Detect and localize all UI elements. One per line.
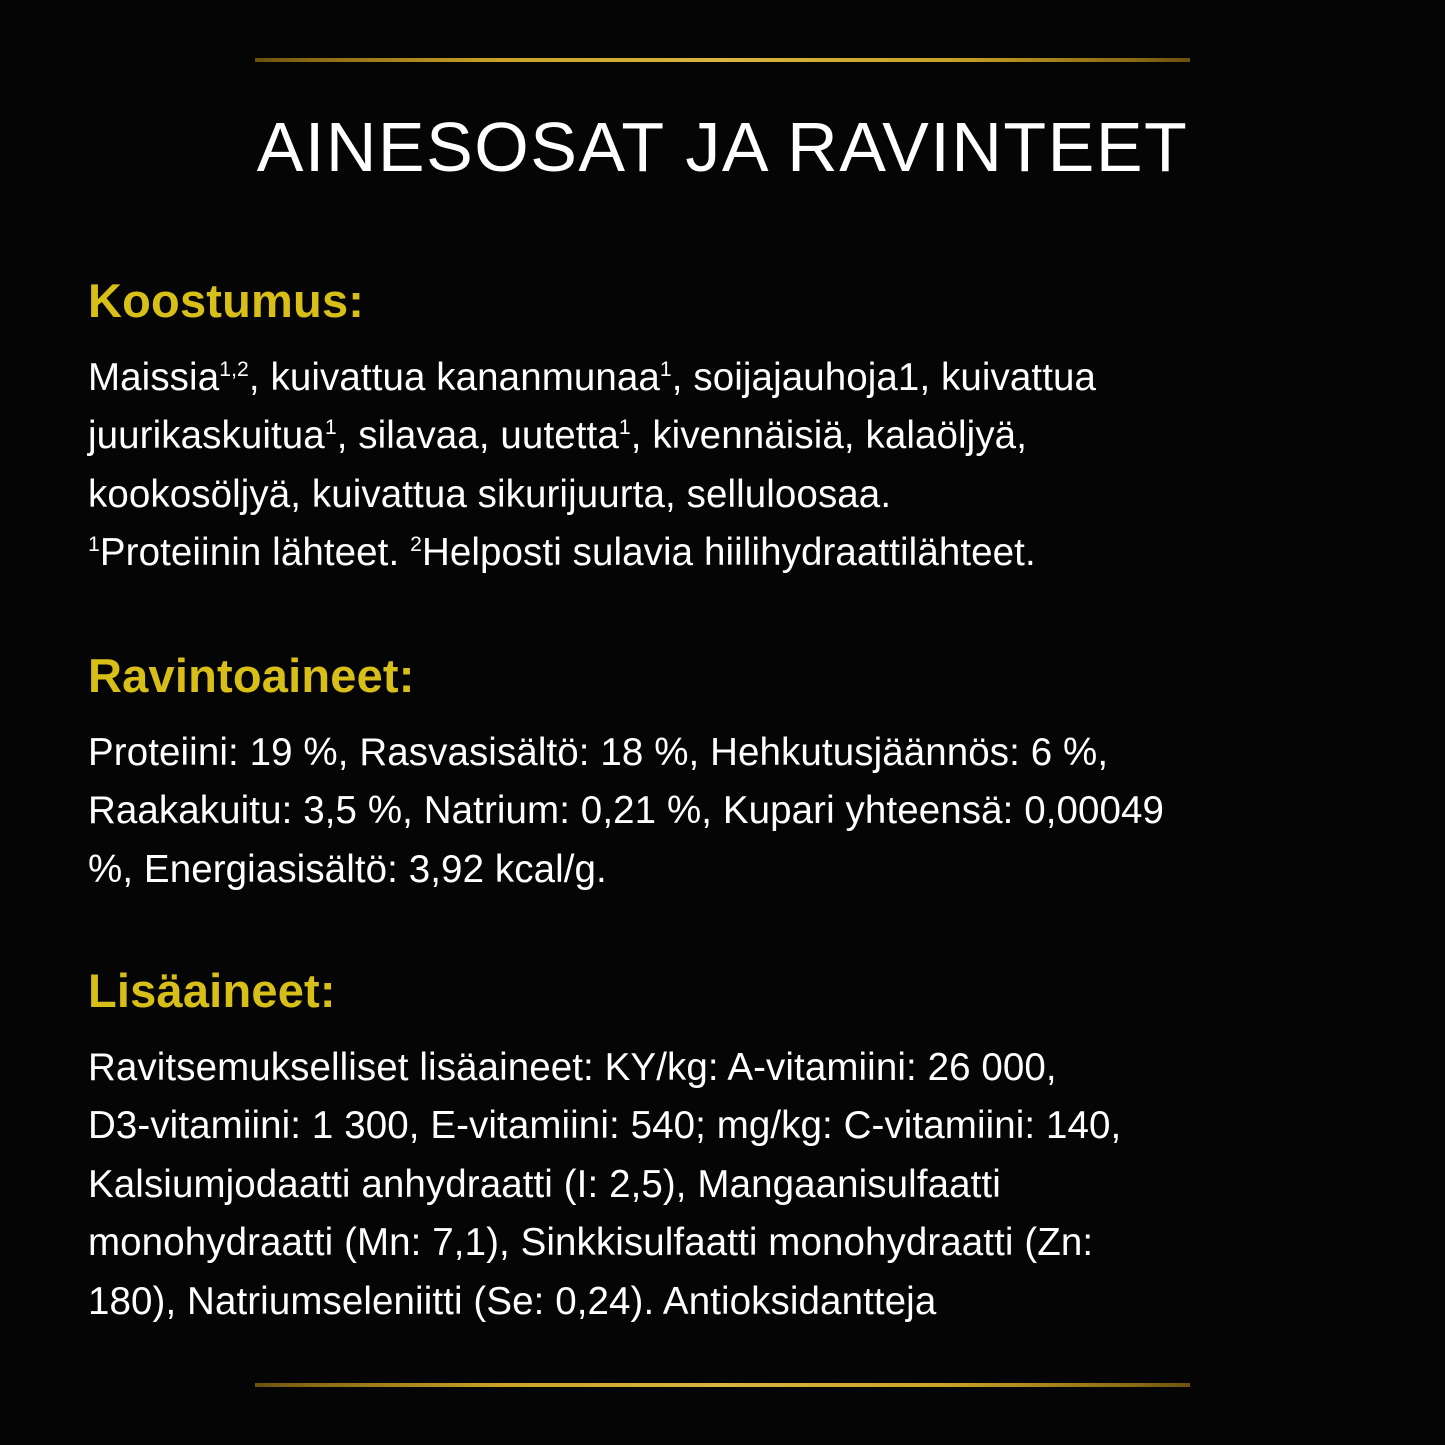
section-body-ravintoaineet: [88, 724, 1378, 900]
section-koostumus: [88, 275, 1358, 583]
section-ravintoaineet: [88, 650, 1378, 899]
page-title: AINESOSAT JA RAVINTEET: [256, 108, 1189, 186]
body-line: monohydraatti (Mn: 7,1), Sinkkisulfaatti monohydraatti (Zn:: [88, 1221, 1094, 1265]
footnote-marker: 2: [410, 533, 422, 557]
body-line: [88, 349, 1358, 408]
body-line: [88, 407, 1358, 466]
body-line: Kalsiumjodaatti anhydraatti (I: 2,5), Mangaanisulfaatti: [88, 1162, 1001, 1206]
body-line: Proteiini: 19 %, Rasvasisältö: 18 %, Hehkutusjäännös: 6 %,: [88, 730, 1109, 774]
text-fragment: , soijajauhoja1, kuivattua: [671, 355, 1097, 399]
section-heading-koostumus: Koostumus:: [88, 274, 365, 327]
body-line: D3-vitamiini: 1 300, E-vitamiini: 540; mg/kg: C-vitamiini: 140,: [88, 1104, 1122, 1148]
bottom-divider-rule: [255, 1383, 1190, 1387]
footnote-marker: 1: [659, 357, 672, 381]
section-body-lisaaineet: [88, 1039, 1358, 1332]
text-fragment: Helposti sulavia hiilihydraattilähteet.: [421, 531, 1036, 575]
top-divider-rule: [255, 58, 1190, 62]
footnote-marker: 1: [618, 416, 631, 440]
text-fragment: Proteiinin lähteet.: [99, 531, 411, 575]
body-line: 180), Natriumseleniitti (Se: 0,24). Antioksidantteja: [88, 1279, 937, 1323]
text-fragment: , kuivattua kananmunaa: [248, 355, 660, 399]
section-heading-ravintoaineet: Ravintoaineet:: [88, 649, 415, 702]
text-fragment: juurikaskuitua: [88, 414, 325, 458]
text-fragment: , kivennäisiä, kalaöljyä,: [630, 414, 1027, 458]
footnote-marker: 1: [324, 416, 337, 440]
section-body-koostumus: [88, 349, 1358, 583]
section-heading-lisaaineet: Lisäaineet:: [88, 964, 336, 1017]
body-line: Ravitsemukselliset lisäaineet: KY/kg: A-vitamiini: 26 000,: [88, 1045, 1057, 1089]
body-line: kookosöljyä, kuivattua sikurijuurta, selluloosaa.: [88, 472, 892, 516]
body-line: %, Energiasisältö: 3,92 kcal/g.: [88, 847, 607, 891]
text-fragment: , silavaa, uutetta: [336, 414, 619, 458]
body-line-footnotes: [88, 524, 1358, 583]
footnote-marker: 1: [88, 533, 100, 557]
body-line: Raakakuitu: 3,5 %, Natrium: 0,21 %, Kupari yhteensä: 0,00049: [88, 789, 1165, 833]
footnote-marker: 1,2: [219, 357, 249, 381]
section-lisaaineet: [88, 965, 1358, 1331]
text-fragment: Maissia: [88, 355, 220, 399]
